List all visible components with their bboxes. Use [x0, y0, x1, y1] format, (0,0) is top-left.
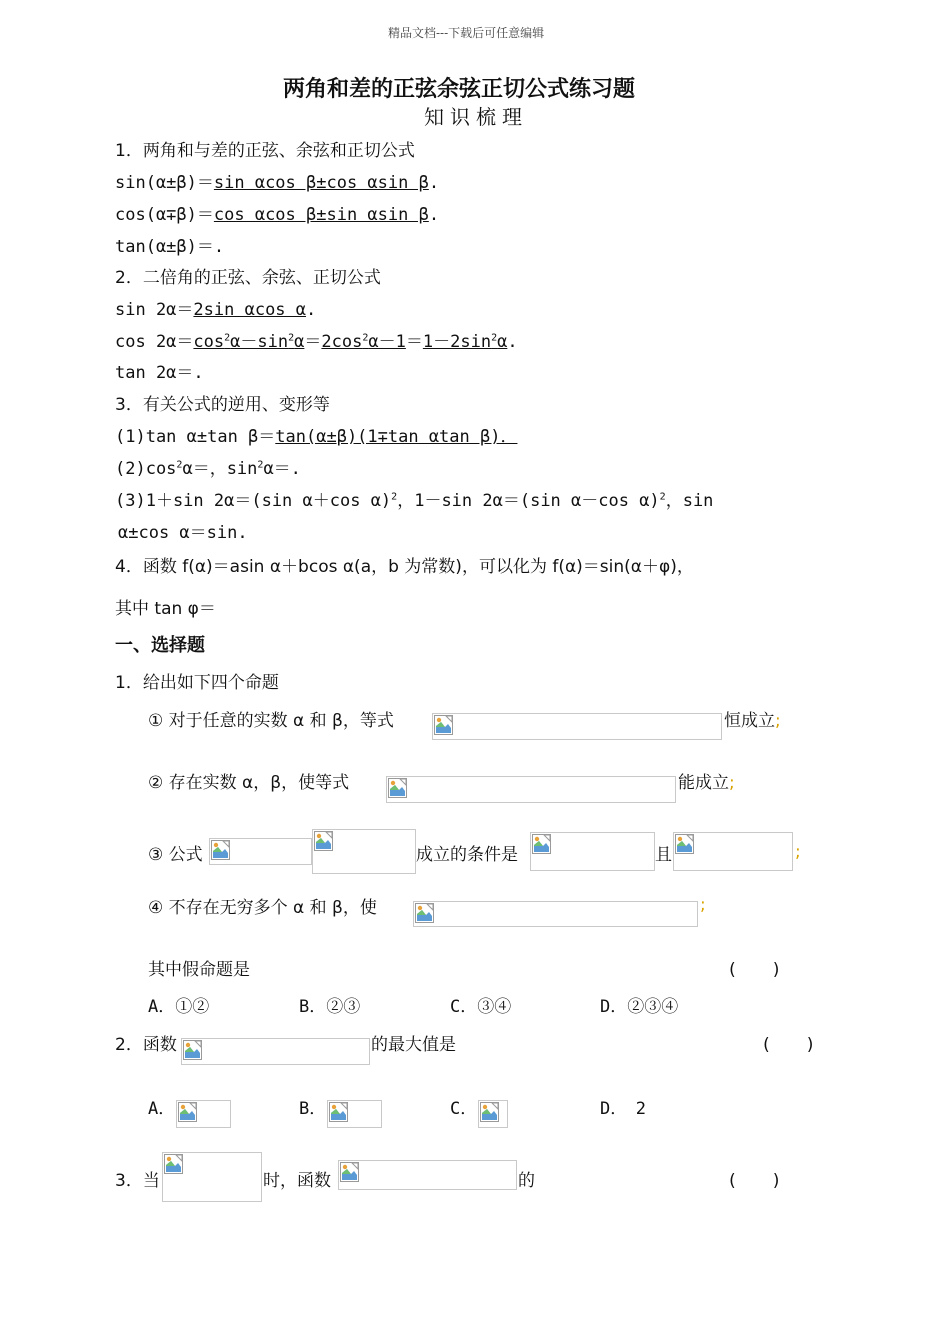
formula-sin-sum: sin(α±β)＝sin αcos β±cos αsin β. — [115, 173, 440, 193]
q2-stem-suffix: 的最大值是 — [371, 1035, 456, 1055]
section-choice-heading: 一、选择题 — [115, 635, 205, 656]
formula-tan-sum-inverse: (1)tan α±tan β＝tan(α±β)(1∓tan αtan β)． — [115, 427, 518, 447]
q2-option-b-image — [327, 1100, 382, 1128]
section-3-heading: 3．有关公式的逆用、变形等 — [115, 395, 330, 415]
q1-prop3-text: ③ 公式 — [148, 845, 203, 865]
broken-image-icon — [532, 834, 551, 854]
section-4-text-2: 其中 tan φ＝ — [115, 599, 216, 619]
formula-tan-sum: tan(α±β)＝. — [115, 237, 225, 257]
page-header: 精品文档---下载后可任意编辑 — [388, 26, 545, 40]
broken-image-icon — [434, 715, 453, 735]
q1-prop3-semicolon: ; — [795, 842, 801, 862]
formula-cos-sum: cos(α∓β)＝cos αcos β±sin αsin β. — [115, 205, 440, 225]
q1-option-b: B．②③ — [299, 997, 361, 1017]
q1-prop3-formula-image — [209, 838, 312, 865]
q1-prop4-equation-image — [413, 901, 698, 927]
formula-sin-cos-sum: α±cos α＝sin. — [118, 523, 248, 543]
page-title: 两角和差的正弦余弦正切公式练习题 — [283, 76, 636, 102]
q1-prop1-suffix: 恒成立; — [724, 711, 781, 731]
q1-prop2-equation-image — [386, 776, 676, 803]
section-2-heading: 2．二倍角的正弦、余弦、正切公式 — [115, 268, 381, 288]
formula-tan-double: tan 2α＝. — [115, 363, 204, 383]
q2-answer-paren: ( ) — [761, 1035, 816, 1055]
q1-option-a: A．①② — [148, 997, 210, 1017]
section-4-text: 4．函数 f(α)＝asin α＋bcos α(a，b 为常数)，可以化为 f(α)＝sin(α＋φ)， — [115, 557, 694, 577]
section-1-heading: 1．两角和与差的正弦、余弦和正切公式 — [115, 141, 415, 161]
q2-option-a: A． — [148, 1099, 176, 1119]
q3-stem: 3．当 — [115, 1171, 160, 1191]
broken-image-icon — [340, 1162, 359, 1182]
q2-option-a-image — [176, 1100, 231, 1128]
q2-option-c-image — [478, 1100, 508, 1128]
q1-prop4-text: ④ 不存在无穷多个 α 和 β，使 — [148, 898, 377, 918]
q1-prop3-condition-image-1 — [530, 832, 655, 871]
q1-prop2-suffix: 能成立; — [678, 773, 735, 793]
broken-image-icon — [314, 831, 333, 851]
q1-option-d: D．②③④ — [600, 997, 679, 1017]
q1-option-c: C．③④ — [450, 997, 512, 1017]
broken-image-icon — [178, 1102, 197, 1122]
broken-image-icon — [415, 903, 434, 923]
broken-image-icon — [329, 1102, 348, 1122]
broken-image-icon — [480, 1102, 499, 1122]
q1-prop3-fraction-image — [312, 829, 416, 874]
q1-prop2-text: ② 存在实数 α，β，使等式 — [148, 773, 350, 793]
q1-prop3-and: 且 — [655, 845, 672, 865]
q2-option-d: D． 2 — [600, 1099, 646, 1119]
q1-prop1-equation-image — [432, 713, 722, 740]
q2-stem: 2．函数 — [115, 1035, 177, 1055]
q1-prop3-condition-image-2 — [673, 832, 793, 871]
q3-stem-suffix: 的 — [518, 1171, 535, 1191]
q1-stem: 1．给出如下四个命题 — [115, 673, 279, 693]
formula-sin-double: sin 2α＝2sin αcos α. — [115, 300, 317, 320]
formula-cos-double: $\cos 2\alpha=\cos^2\alpha-\sin^2\alpha=2\cos^2\alpha-1=1-2\sin^2\alpha$. — [115, 332, 518, 352]
broken-image-icon — [183, 1040, 202, 1060]
q3-function-image — [338, 1160, 517, 1190]
q1-answer-paren: ( ) — [727, 960, 782, 980]
broken-image-icon — [388, 778, 407, 798]
q1-prop1-text: ① 对于任意的实数 α 和 β，等式 — [148, 711, 394, 731]
q1-ask: 其中假命题是 — [148, 960, 250, 980]
broken-image-icon — [675, 834, 694, 854]
formula-square-identities: (3)1＋sin 2α＝(sin α＋cos α)$^2$，1－sin 2α＝(sin α－cos α)$^2$，sin — [115, 491, 714, 511]
page-subtitle: 知识梳理 — [424, 105, 528, 129]
q2-function-image — [181, 1038, 370, 1065]
q2-option-b: B． — [299, 1099, 327, 1119]
q3-stem-mid: 时，函数 — [263, 1171, 331, 1191]
q2-option-c: C． — [450, 1099, 478, 1119]
formula-power-reduction: $(2)\cos^2\alpha=$，$\sin^2\alpha=$. — [115, 459, 301, 479]
q1-prop3-condition: 成立的条件是 — [416, 845, 518, 865]
broken-image-icon — [211, 840, 230, 860]
q3-answer-paren: ( ) — [727, 1171, 782, 1191]
q3-condition-image — [162, 1152, 262, 1202]
broken-image-icon — [164, 1154, 183, 1174]
q1-prop4-semicolon: ; — [700, 895, 706, 915]
